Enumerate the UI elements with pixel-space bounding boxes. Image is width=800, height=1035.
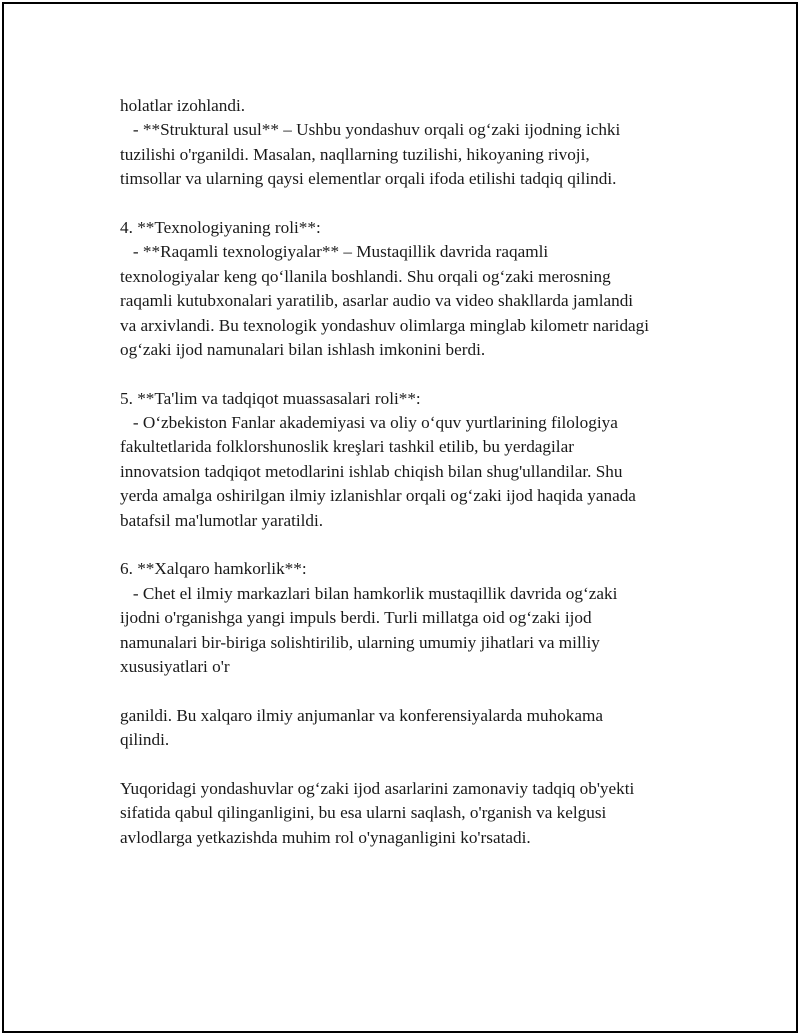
text-line: yerda amalga oshirilgan ilmiy izlanishlar orqali og‘zaki ijod haqida yanada bbox=[120, 486, 636, 506]
text-line: xususiyatlari o'r bbox=[120, 656, 230, 676]
section-heading: 4. **Texnologiyaning roli**: bbox=[120, 217, 321, 237]
paragraph-texnologiyaning-roli bbox=[120, 216, 710, 362]
text-line: va arxivlandi. Bu texnologik yondashuv olimlarga minglab kilometr naridagi bbox=[120, 315, 650, 335]
text-line: Yuqoridagi yondashuvlar og‘zaki ijod asarlarini zamonaviy tadqiq ob'yekti bbox=[120, 778, 635, 798]
text-line: batafsil ma'lumotlar yaratildi. bbox=[120, 510, 324, 530]
document-page bbox=[2, 2, 798, 1033]
text-line: - O‘zbekiston Fanlar akademiyasi va oliy o‘quv yurtlarining filologiya bbox=[120, 413, 618, 433]
text-line: - **Struktural usul** – Ushbu yondashuv orqali og‘zaki ijodning ichki bbox=[120, 120, 621, 140]
paragraph-gap bbox=[120, 679, 710, 703]
text-line: ganildi. Bu xalqaro ilmiy anjumanlar va konferensiyalarda muhokama bbox=[120, 705, 604, 725]
paragraph-xalqaro-hamkorlik bbox=[120, 557, 710, 679]
paragraph-gap bbox=[120, 533, 710, 557]
paragraph-gap bbox=[120, 753, 710, 777]
text-line: qilindi. bbox=[120, 730, 170, 750]
section-heading: 5. **Ta'lim va tadqiqot muassasalari roli**: bbox=[120, 388, 421, 408]
text-line: timsollar va ularning qaysi elementlar orqali ifoda etilishi tadqiq qilindi. bbox=[120, 169, 617, 189]
text-line: - **Raqamli texnologiyalar** – Mustaqillik davrida raqamli bbox=[120, 242, 549, 262]
text-line: og‘zaki ijod namunalari bilan ishlash imkonini berdi. bbox=[120, 339, 486, 359]
text-line: avlodlarga yetkazishda muhim rol o'ynaganligini ko'rsatadi. bbox=[120, 827, 531, 847]
text-line: namunalari bir-biriga solishtirilib, ularning umumiy jihatlari va milliy bbox=[120, 632, 600, 652]
text-line: holatlar izohlandi. bbox=[120, 96, 246, 115]
paragraph-gap bbox=[120, 362, 710, 386]
paragraph-talim-va-tadqiqot bbox=[120, 387, 710, 533]
text-line: raqamli kutubxonalari yaratilib, asarlar audio va video shakllarda jamlandi bbox=[120, 291, 634, 311]
paragraph-conclusion bbox=[120, 777, 710, 850]
text-line: texnologiyalar keng qo‘llanila boshlandi. Shu orqali og‘zaki merosning bbox=[120, 266, 611, 286]
text-line: sifatida qabul qilinganligini, bu esa ularni saqlash, o'rganish va kelgusi bbox=[120, 803, 607, 823]
text-line: innovatsion tadqiqot metodlarini ishlab chiqish bilan shug'ullandilar. Shu bbox=[120, 461, 623, 481]
paragraph-continuation bbox=[120, 704, 710, 753]
text-line: ijodni o'rganishga yangi impuls berdi. Turli millatga oid og‘zaki ijod bbox=[120, 608, 592, 628]
document-body bbox=[120, 94, 710, 850]
paragraph-gap bbox=[120, 192, 710, 216]
section-heading: 6. **Xalqaro hamkorlik**: bbox=[120, 559, 307, 579]
paragraph-struktural-usul bbox=[120, 94, 710, 192]
text-line: tuzilishi o'rganildi. Masalan, naqllarning tuzilishi, hikoyaning rivoji, bbox=[120, 144, 590, 164]
text-line: - Chet el ilmiy markazlari bilan hamkorlik mustaqillik davrida og‘zaki bbox=[120, 583, 618, 603]
text-line: fakultetlarida folklorshunoslik kreşlari tashkil etilib, bu yerdagilar bbox=[120, 437, 574, 457]
